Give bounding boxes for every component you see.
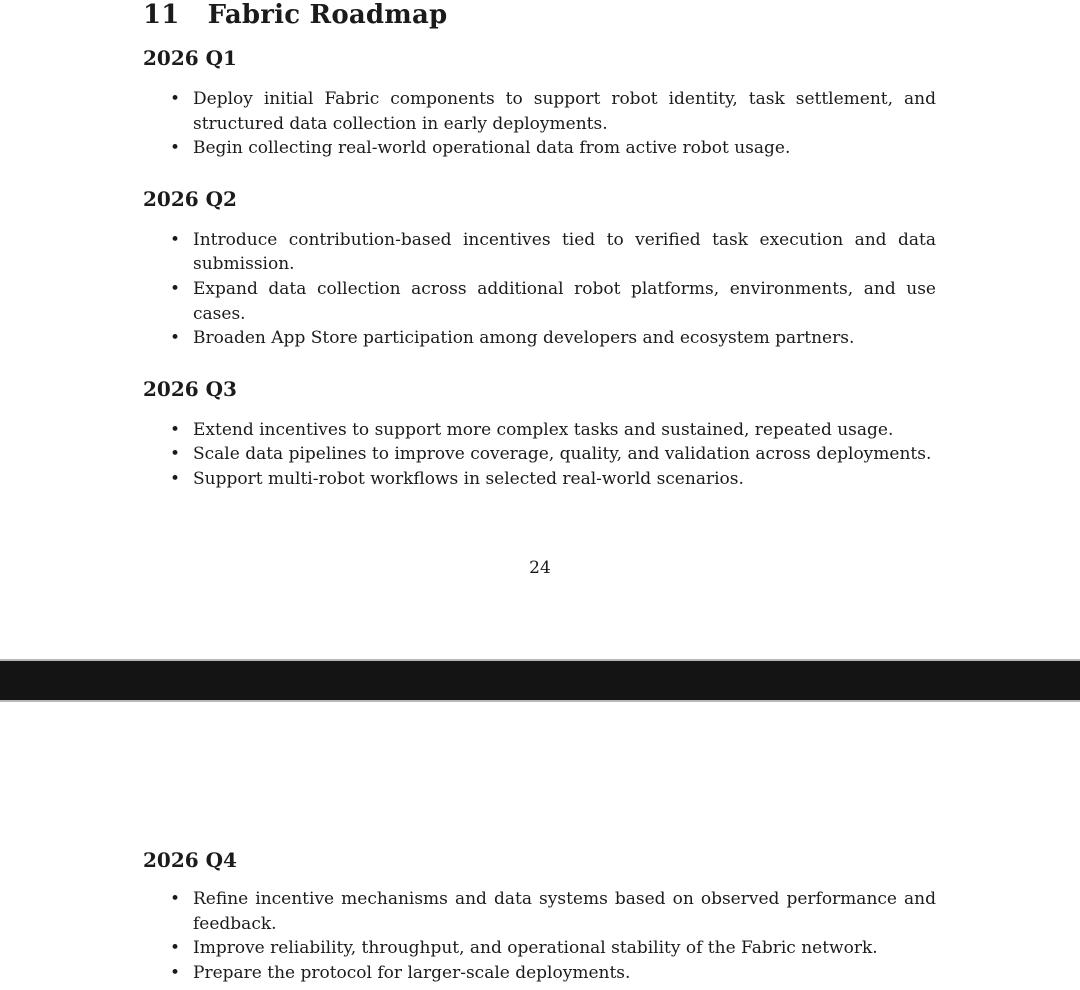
bullet-text: Scale data pipelines to improve coverage, quality, and validation across deployments. [193, 444, 932, 465]
bullet-text: Refine incentive mechanisms and data systems based on observed performance and feedback. [193, 889, 936, 934]
bullet-icon: • [170, 962, 181, 983]
quarter-heading: 2026 Q4 [143, 848, 237, 872]
quarter-heading: 2026 Q1 [143, 46, 237, 70]
bullet-icon: • [170, 889, 181, 909]
bullet-text: Deploy initial Fabric components to support robot identity, task settlement, and structured data collection in early deployments. [193, 89, 936, 134]
quarter-2026-q3 [143, 377, 936, 492]
bullet-text: Extend incentives to support more complex tasks and sustained, repeated usage. [193, 419, 894, 440]
list-item [143, 418, 936, 443]
list-item [143, 228, 936, 277]
quarter-2026-q4 [143, 848, 936, 985]
quarter-2026-q2 [143, 187, 936, 351]
quarter-heading: 2026 Q2 [143, 186, 237, 211]
bullet-list [143, 87, 936, 161]
bullet-text: Expand data collection across additional robot platforms, environments, and use cases. [193, 278, 936, 324]
bullet-text: Introduce contribution-based incentives tied to verified task execution and data submission. [193, 229, 936, 275]
list-item [143, 277, 936, 326]
bullet-icon: • [170, 444, 181, 465]
bullet-list [143, 418, 936, 492]
bullet-text: Begin collecting real-world operational data from active robot usage. [193, 138, 791, 159]
quarter-2026-q1 [143, 46, 936, 161]
bullet-icon: • [170, 328, 181, 349]
page-24-content [143, 0, 936, 492]
bullet-icon: • [170, 468, 181, 489]
list-item [143, 467, 936, 492]
bullet-icon: • [170, 419, 181, 440]
bullet-icon: • [170, 278, 181, 299]
bullet-list [143, 887, 936, 985]
list-item [143, 87, 936, 136]
list-item [143, 961, 936, 986]
bullet-icon: • [170, 89, 181, 109]
bullet-icon: • [170, 938, 181, 959]
section-heading [143, 0, 936, 30]
section-number: 11 [143, 0, 180, 30]
bullet-list [143, 228, 936, 351]
list-item [143, 442, 936, 467]
list-item [143, 887, 936, 936]
bullet-text: Support multi-robot workflows in selected real-world scenarios. [193, 468, 744, 489]
quarter-heading: 2026 Q3 [143, 376, 237, 401]
list-item [143, 936, 936, 961]
bullet-text: Improve reliability, throughput, and operational stability of the Fabric network. [193, 938, 878, 959]
bullet-text: Prepare the protocol for larger-scale deployments. [193, 962, 631, 983]
section-title: Fabric Roadmap [207, 0, 448, 30]
list-item [143, 326, 936, 351]
bullet-icon: • [170, 229, 181, 250]
page-number: 24 [529, 558, 551, 578]
page-gap-divider [0, 659, 1080, 702]
bullet-text: Broaden App Store participation among developers and ecosystem partners. [193, 328, 855, 349]
page-25-content [143, 848, 936, 985]
bullet-icon: • [170, 138, 181, 159]
list-item [143, 136, 936, 161]
